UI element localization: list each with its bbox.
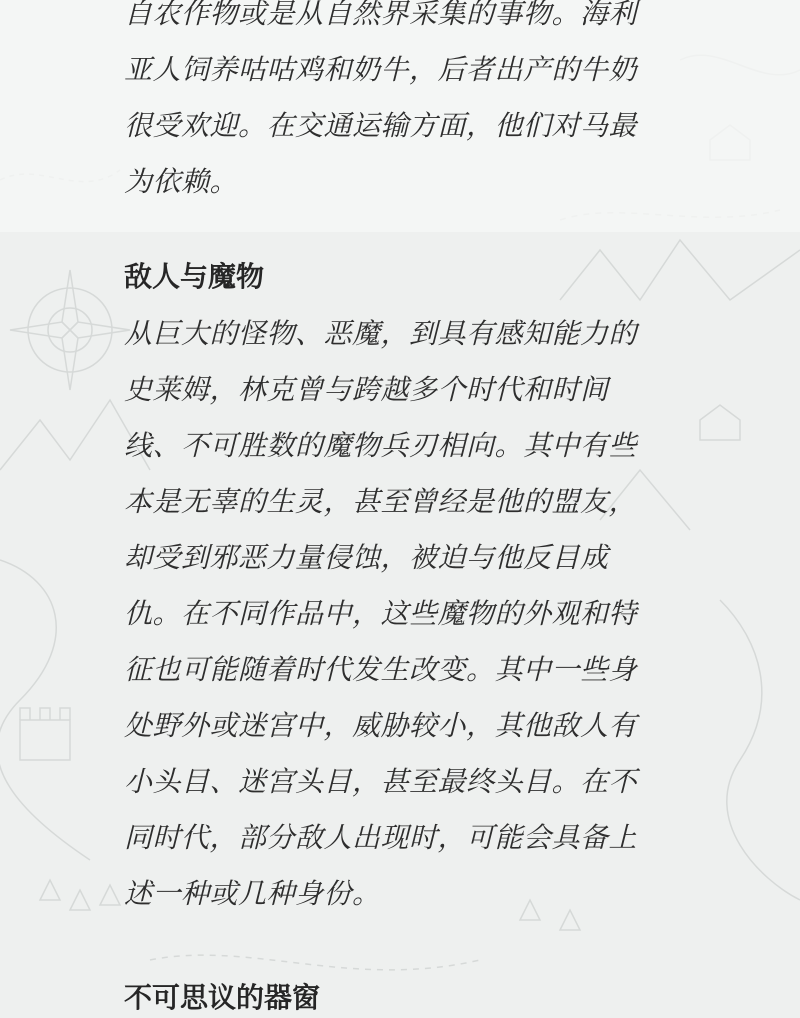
paragraph-line: 亚人饲养咕咕鸡和奶牛，后者出产的牛奶 (124, 53, 638, 86)
paragraph-line: 仇。在不同作品中，这些魔物的外观和特 (124, 597, 638, 630)
paragraph-line: 线、不可胜数的魔物兵刃相向。其中有些 (124, 429, 638, 462)
section-heading-enemies: 敌人与魔物 (124, 260, 265, 293)
paragraph-line: 征也可能随着时代发生改变。其中一些身 (124, 653, 638, 686)
paragraph-hylian-life (124, 0, 637, 210)
paragraph-enemies (124, 306, 637, 922)
paragraph-line: 述一种或几种身份。 (124, 877, 381, 910)
paragraph-line: 自农作物或是从自然界采集的事物。海利 (124, 0, 638, 30)
paragraph-line: 本是无辜的生灵，甚至曾经是他的盟友， (124, 485, 638, 518)
paragraph-line: 从巨大的怪物、恶魔，到具有感知能力的 (124, 317, 638, 350)
paragraph-line: 史莱姆，林克曾与跨越多个时代和时间 (124, 373, 609, 406)
paragraph-line: 同时代，部分敌人出现时，可能会具备上 (124, 821, 638, 854)
paragraph-line: 处野外或迷宫中，威胁较小，其他敌人有 (124, 709, 638, 742)
castle-sketch-icon (20, 708, 70, 760)
section-heading-partial: 不可思议的器窗 (124, 981, 321, 1014)
paragraph-line: 小头目、迷宫头目，甚至最终头目。在不 (124, 765, 638, 798)
paragraph-line: 却受到邪恶力量侵蚀，被迫与他反目成 (124, 541, 609, 574)
paragraph-line: 为依赖。 (124, 165, 239, 198)
compass-rose-icon (10, 270, 130, 390)
paragraph-line: 很受欢迎。在交通运输方面，他们对马最 (124, 109, 638, 142)
